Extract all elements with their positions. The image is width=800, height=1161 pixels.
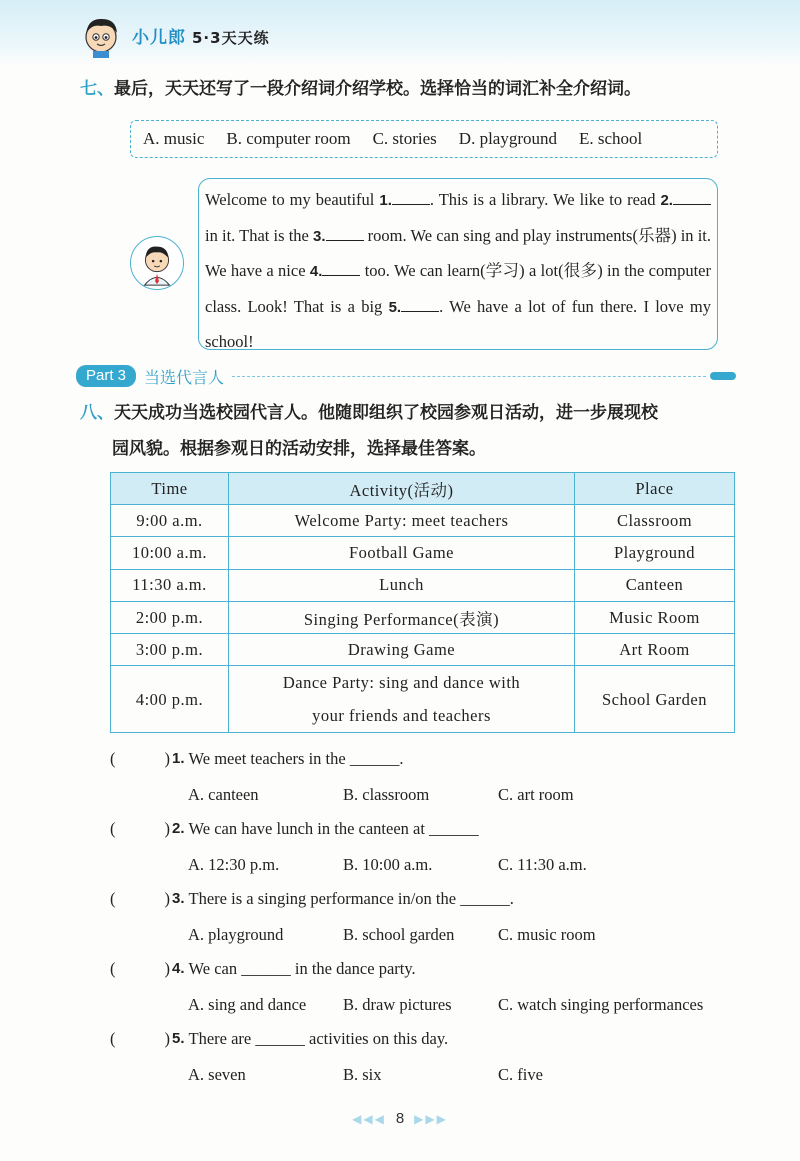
cell-time: 11:30 a.m.: [111, 569, 229, 601]
option: C. five: [498, 1065, 543, 1084]
table-header-row: [111, 473, 735, 505]
cell-activity: Football Game: [229, 537, 575, 569]
passage-text: Welcome to my beautiful: [205, 190, 380, 209]
table-row: [111, 569, 735, 601]
option: C. 11:30 a.m.: [498, 855, 587, 874]
question-2: ( ) 2. We can have lunch in the canteen at ______ A. 12:30 p.m. B. 10:00 a.m. C. 11:30 a.m.: [110, 815, 740, 879]
header-place: Place: [575, 473, 735, 505]
word-option: E. school: [579, 129, 643, 148]
divider: [232, 376, 706, 377]
word-option: C. stories: [372, 129, 437, 148]
answer-blank[interactable]: ( ): [110, 959, 170, 978]
passage-text: in it. That is the: [205, 225, 314, 245]
option: B. six: [343, 1065, 382, 1084]
question-1: ( ) 1. We meet teachers in the ______. A. canteen B. classroom C. art room: [110, 745, 740, 809]
answer-blank[interactable]: ( ): [110, 889, 170, 908]
header-activity: Activity(活动): [229, 473, 575, 505]
fill-blank[interactable]: [673, 191, 711, 205]
cell-activity: Welcome Party: meet teachers: [229, 505, 575, 537]
table-row: [111, 601, 735, 633]
fill-blank[interactable]: [322, 262, 360, 276]
question-3: ( ) 3. There is a singing performance in/on the ______. A. playground B. school garden C. music room: [110, 885, 740, 949]
blank-number: 1.: [379, 192, 392, 209]
passage-text: room. We can sing and play instruments(乐器) in it. We have a nice: [205, 225, 711, 281]
section7-title: 七、最后，天天还写了一段介绍词介绍学校。选择恰当的词汇补全介绍词。: [80, 79, 641, 99]
boy-mascot-icon: [78, 12, 124, 58]
option: B. 10:00 a.m.: [343, 855, 433, 874]
boy-avatar-icon: [130, 236, 184, 290]
cell-time: 4:00 p.m.: [111, 666, 229, 733]
table-row: [111, 505, 735, 537]
divider-end: [710, 372, 736, 380]
option: A. canteen: [188, 785, 259, 804]
section8-title: 八、天天成功当选校园代言人。他随即组织了校园参观日活动，进一步展现校: [80, 403, 658, 423]
cell-place: Art Room: [575, 634, 735, 666]
option: C. music room: [498, 925, 596, 944]
section8-title-line2: 园风貌。根据参观日的活动安排，选择最佳答案。: [112, 439, 486, 459]
question-5: ( ) 5. There are ______ activities on this day. A. seven B. six C. five: [110, 1025, 740, 1089]
passage-text: too. We can learn(学习) a lot(很多) in the computer class. Look! That is a big: [205, 261, 711, 316]
option: A. playground: [188, 925, 284, 944]
word-option: B. computer room: [226, 129, 351, 148]
word-bank: [130, 120, 718, 158]
page-footer: [0, 1110, 800, 1127]
blank-number: 5.: [388, 298, 402, 316]
cell-place: Music Room: [575, 601, 735, 633]
option: A. seven: [188, 1065, 246, 1084]
brand-name: 小儿郎 5·3天天练: [132, 27, 270, 48]
part-label: Part 3: [76, 365, 136, 387]
fill-blank[interactable]: [401, 298, 439, 312]
cell-activity: Lunch: [229, 569, 575, 601]
part3-bar: [76, 364, 736, 388]
option: A. sing and dance: [188, 995, 307, 1014]
cell-time: 2:00 p.m.: [111, 601, 229, 633]
answer-blank[interactable]: ( ): [110, 1029, 170, 1048]
table-row: [111, 537, 735, 569]
cell-time: 10:00 a.m.: [111, 537, 229, 569]
blank-number: 4.: [309, 263, 323, 281]
answer-blank[interactable]: ( ): [110, 749, 170, 768]
cell-place: Playground: [575, 537, 735, 569]
cell-place: Classroom: [575, 505, 735, 537]
fill-blank[interactable]: [392, 191, 430, 205]
part-title: 当选代言人: [144, 367, 225, 387]
option: B. draw pictures: [343, 995, 452, 1014]
option: B. classroom: [343, 785, 430, 804]
cell-activity: Singing Performance(表演): [229, 601, 575, 633]
option: C. art room: [498, 785, 574, 804]
cell-activity: Dance Party: sing and dance with your friends and teachers: [229, 666, 575, 733]
header-logo: [78, 12, 270, 58]
cell-place: School Garden: [575, 666, 735, 733]
passage-text: . We have a lot of fun there. I love my school!: [205, 296, 711, 352]
blank-number: 2.: [660, 192, 673, 209]
cell-time: 3:00 p.m.: [111, 634, 229, 666]
left-arrows-icon: ◀◀◀: [352, 1112, 386, 1126]
page-number: 8: [395, 1110, 405, 1127]
option: B. school garden: [343, 925, 455, 944]
table-row: [111, 634, 735, 666]
question-4: ( ) 4. We can ______ in the dance party. A. sing and dance B. draw pictures C. watch singing performances: [110, 955, 740, 1019]
series-name: 5·3天天练: [192, 28, 270, 47]
passage-text: . This is a library. We like to read: [429, 190, 661, 209]
passage-box: [198, 178, 718, 350]
option: A. 12:30 p.m.: [188, 855, 280, 874]
fill-blank[interactable]: [326, 227, 364, 241]
schedule-table: [110, 472, 735, 733]
cell-time: 9:00 a.m.: [111, 505, 229, 537]
answer-blank[interactable]: ( ): [110, 819, 170, 838]
cell-activity: Drawing Game: [229, 634, 575, 666]
table-row: [111, 666, 735, 733]
right-arrows-icon: ▶▶▶: [414, 1112, 448, 1126]
blank-number: 3.: [313, 227, 326, 245]
word-option: D. playground: [458, 129, 558, 148]
cell-place: Canteen: [575, 569, 735, 601]
word-option: A. music: [143, 129, 205, 148]
option: C. watch singing performances: [498, 995, 704, 1014]
header-time: Time: [111, 473, 229, 505]
